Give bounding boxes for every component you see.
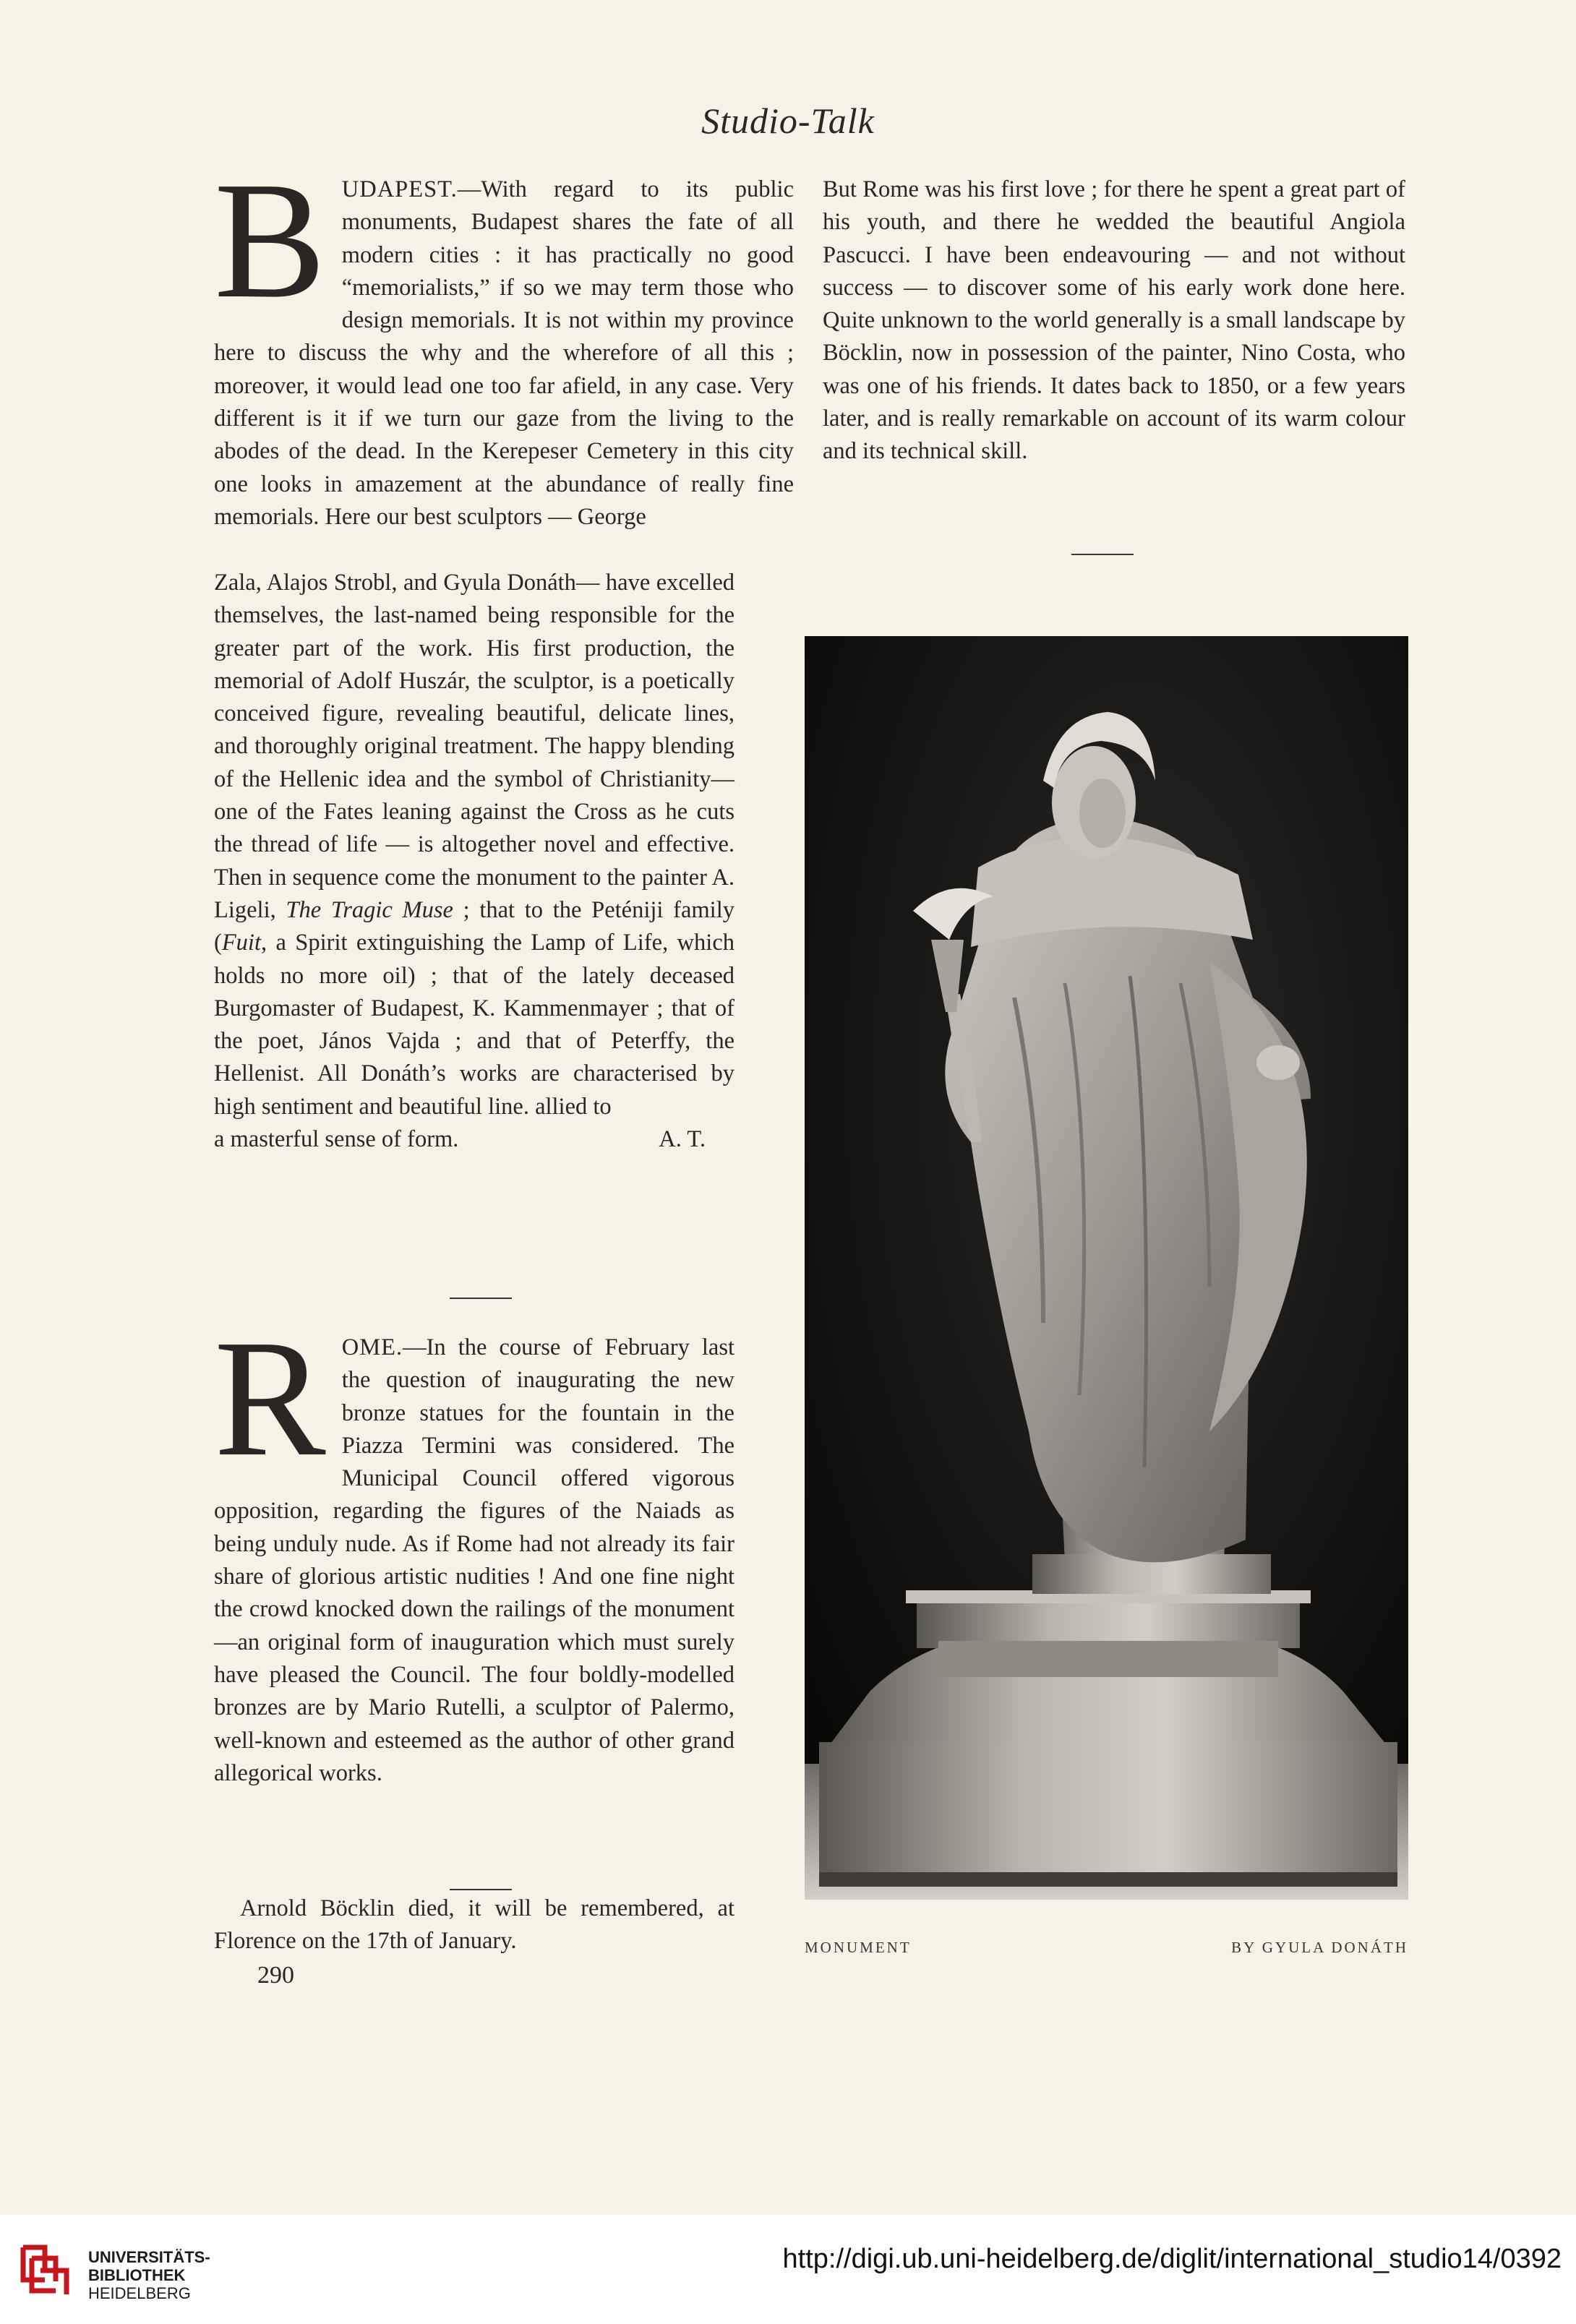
page-number: 290 (257, 1962, 294, 1989)
section-divider (1071, 554, 1134, 555)
budapest-text-part2a: Zala, Alajos Strobl, and Gyula Donáth— have excelled themselves, the last-named being responsible for the greater part of the work. His first production, the memorial of Adolf Huszár, the sculptor, is a poetically conceived figure, revealing beautiful, delicate lines, and thoroughly original treatment. The happy blending of the Hellenic idea and the symbol of Christianity—one of the Fates leaning against the Cross as he cuts the thread of life — is altogether novel and effective. Then in sequence come the monument to the painter A. Ligeli, (214, 570, 735, 923)
budapest-lead-word: UDAPEST. (341, 176, 458, 202)
drop-cap-r: R (214, 1305, 326, 1491)
caption-title: MONUMENT (805, 1939, 912, 1956)
section-divider (450, 1889, 512, 1890)
sculpture-illustration (805, 636, 1408, 1900)
caption-artist: BY GYULA DONÁTH (1231, 1939, 1408, 1956)
budapest-signoff (214, 1123, 735, 1156)
library-name (88, 2248, 210, 2302)
budapest-last-line: a masterful sense of form. (214, 1126, 459, 1153)
title-fuit: Fuit (221, 930, 261, 956)
rome-text: —In the course of February last the question of inaugurating the new bronze statues for the fountain in the Piazza Termini was considered. The Municipal Council offered vigorous opposition, regarding the figures of the Naiads as being unduly nude. As if Rome had not already its fair share of glorious artistic nudities ! And one fine night the crowd knocked down the railings of the monument—an original form of inauguration which must surely have pleased the Council. The four boldly-modelled bronzes are by Mario Rutelli, a sculptor of Palermo, well-known and esteemed as the author of other grand allegorical works. (214, 1334, 735, 1786)
permalink-url[interactable]: http://digi.ub.uni-heidelberg.de/diglit/international_studio14/0392 (782, 2244, 1562, 2274)
running-header: Studio-Talk (701, 100, 875, 141)
budapest-article-continued (214, 567, 735, 1156)
monument-photograph (805, 636, 1408, 1900)
library-name-line3: HEIDELBERG (88, 2284, 191, 2302)
library-name-line1: UNIVERSITÄTS- (88, 2248, 210, 2266)
budapest-text-part2b: ; that to the Peténiji family ( (214, 896, 735, 956)
rome-lead-word: OME. (341, 1334, 403, 1360)
library-name-line2: BIBLIOTHEK (88, 2266, 186, 2284)
budapest-text-part2c: , a Spirit extinguishing the Lamp of Life, which holds no more oil) ; that of the lately deceased Burgomaster of Budapest, K. Kammenmayer ; that of the poet, János Vajda ; and that of Peterffy, the Hellenist. All Donáth’s works are characterised by high sentiment and beautiful line. allied to (214, 930, 735, 1120)
title-tragic-muse: The Tragic Muse (286, 896, 453, 923)
library-logo-icon (16, 2237, 80, 2302)
section-divider (450, 1298, 512, 1299)
budapest-article-top (214, 147, 794, 533)
right-column-text: But Rome was his first love ; for there he spent a great part of his youth, and there he wedded the beautiful Angiola Pascucci. I have been endeavouring — and not without success — to discover some of his early work done here. Quite unknown to the world generally is a small landscape by Böcklin, now in possession of the painter, Nino Costa, who was one of his friends. It dates back to 1850, or a few years later, and is really remarkable on account of its warm colour and its technical skill. (823, 176, 1405, 465)
bocklin-paragraph: Arnold Böcklin died, it will be remembered, at Florence on the 17th of January. (214, 1895, 735, 1955)
drop-cap-b: B (214, 147, 326, 333)
budapest-text-part1: —With regard to its public monuments, Budapest shares the fate of all modern cities : it has practically no good “memorialists,” if so we may term those who design memorials. It is not within my province here to discuss the why and the wherefore of all this ; moreover, it would lead one too far afield, in any case. Very different is it if we turn our gaze from the living to the abodes of the dead. In the Kerepeser Cemetery in this city one looks in amazement at the abundance of really fine memorials. Here our best sculptors — George (214, 176, 794, 530)
author-initials: A. T. (659, 1126, 706, 1153)
rome-article (214, 1305, 735, 1790)
bocklin-article-continued (823, 173, 1405, 468)
library-footer (0, 2215, 1576, 2324)
